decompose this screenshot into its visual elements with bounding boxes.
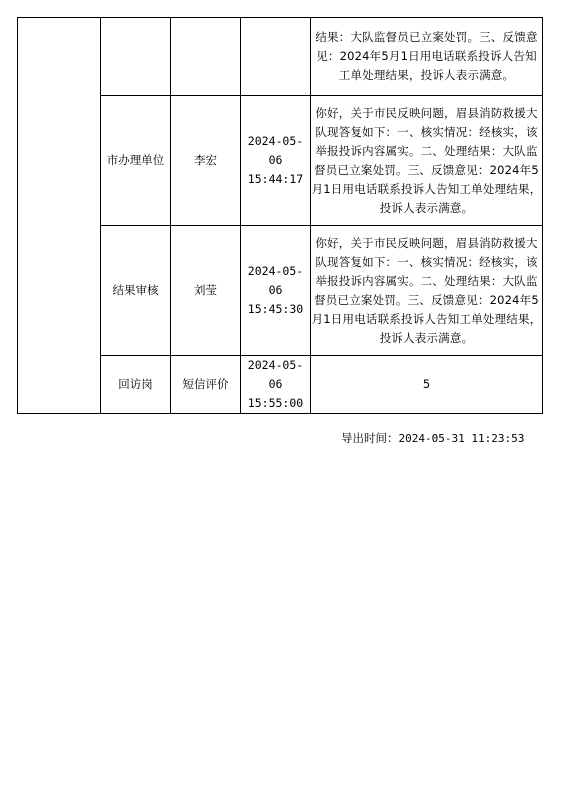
handler-cell: [171, 18, 241, 96]
result-cell: 结果：大队监督员已立案处罚。三、反馈意见：2024年5月1日用电话联系投诉人告知工单处理结果，投诉人表示满意。: [311, 18, 543, 96]
result-cell: 你好，关于市民反映问题，眉县消防救援大队现答复如下：一、核实情况：经核实，该举报投诉内容属实。二、处理结果：大队监督员已立案处罚。三、反馈意见：2024年5月1日用电话联系投诉人告知工单处理结果，投诉人表示满意。: [311, 96, 543, 226]
time-cell: 2024-05-06 15:55:00: [241, 356, 311, 414]
role-cell: 结果审核: [101, 226, 171, 356]
merged-left-cell: [18, 18, 101, 414]
result-cell: 你好，关于市民反映问题，眉县消防救援大队现答复如下：一、核实情况：经核实，该举报投诉内容属实。二、处理结果：大队监督员已立案处罚。三、反馈意见：2024年5月1日用电话联系投诉人告知工单处理结果，投诉人表示满意。: [311, 226, 543, 356]
role-cell: [101, 18, 171, 96]
export-time-label: 导出时间：: [341, 431, 399, 445]
export-time-value: 2024-05-31 11:23:53: [398, 432, 525, 445]
export-time: [341, 430, 524, 446]
process-record-table: [17, 17, 543, 414]
result-cell: 5: [311, 356, 543, 414]
handler-cell: 短信评价: [171, 356, 241, 414]
handler-cell: 刘莹: [171, 226, 241, 356]
role-cell: 回访岗: [101, 356, 171, 414]
handler-cell: 李宏: [171, 96, 241, 226]
role-cell: 市办理单位: [101, 96, 171, 226]
table-row: [18, 18, 543, 96]
time-cell: 2024-05-06 15:45:30: [241, 226, 311, 356]
time-cell: [241, 18, 311, 96]
time-cell: 2024-05-06 15:44:17: [241, 96, 311, 226]
